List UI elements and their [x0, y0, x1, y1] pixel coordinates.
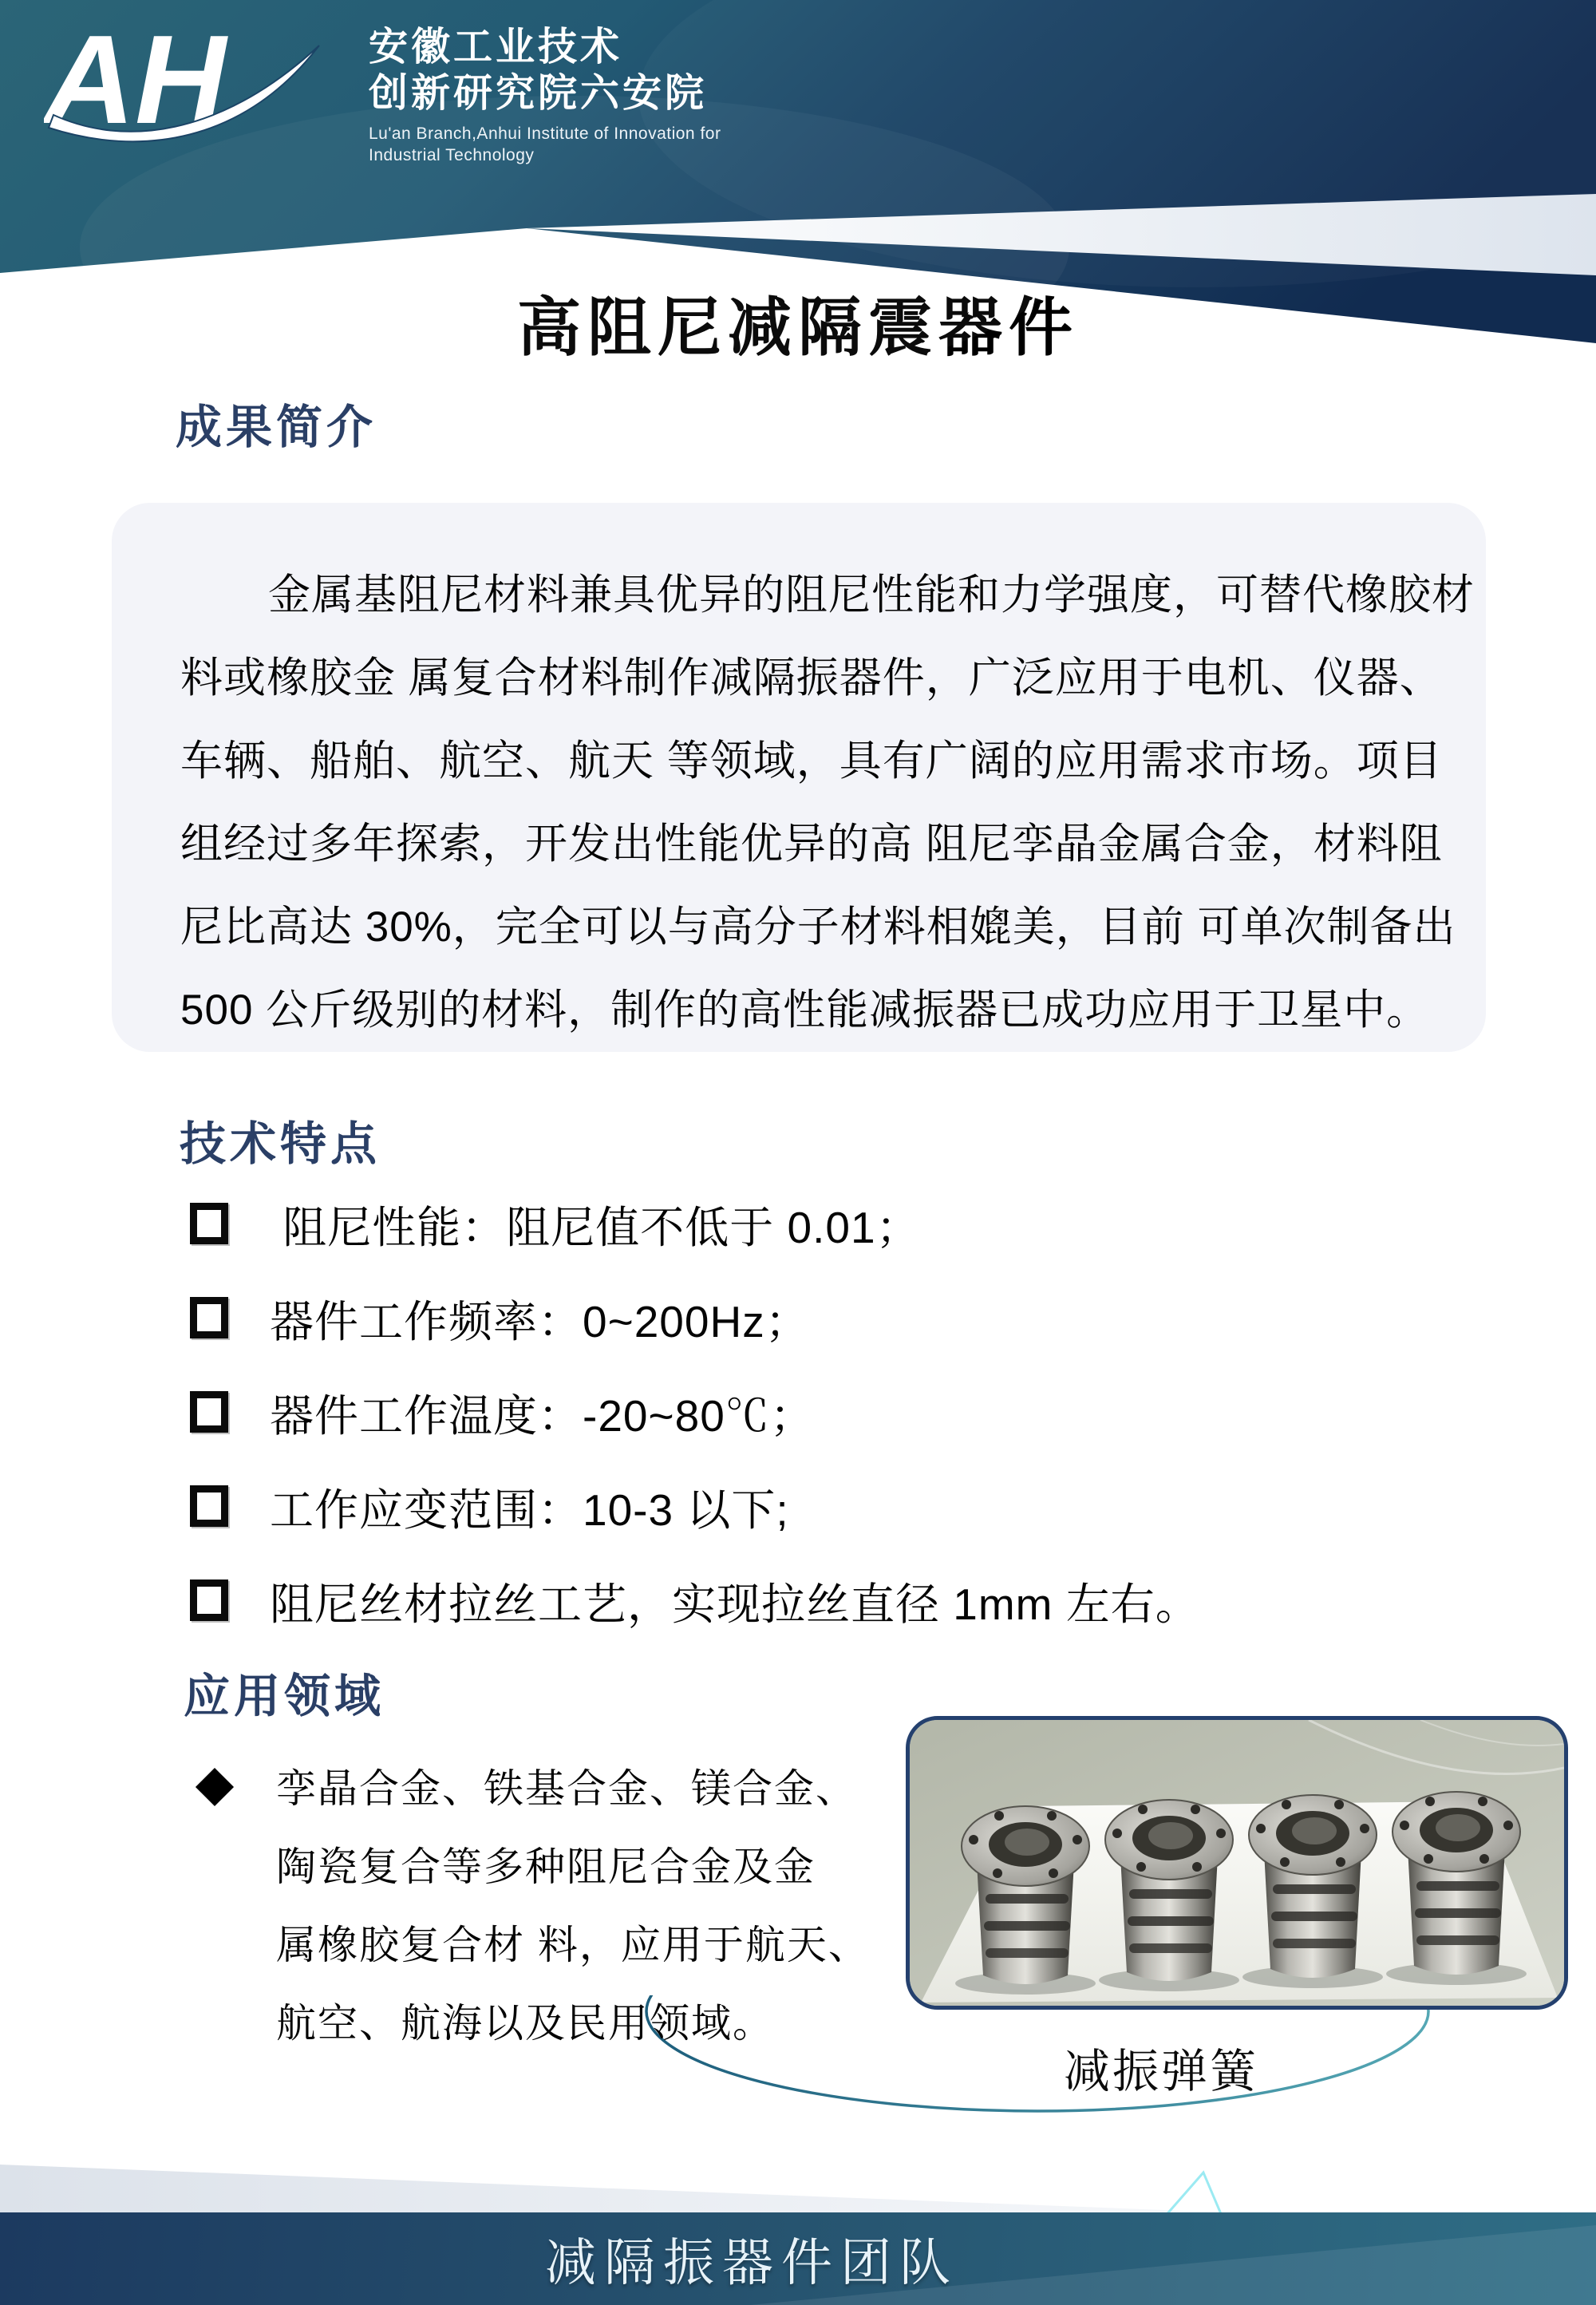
square-bullet-icon [190, 1203, 228, 1244]
feature-item [185, 1176, 1200, 1271]
applications-text [276, 1750, 870, 2062]
institute-name-en-line1: Lu'an Branch,Anhui Institute of Innovation for [369, 125, 721, 143]
intro-card [112, 503, 1486, 1052]
feature-item-label: 工作应变范围：10-3 以下; [270, 1485, 789, 1535]
footer-band [0, 2212, 1596, 2305]
feature-item-label: 器件工作温度：-20~80℃； [270, 1390, 815, 1441]
application-text-line: 航空、航海以及民用领域。 [276, 2001, 774, 2046]
photo-caption: 减振弹簧 [1063, 2046, 1258, 2097]
application-text-line: 属橡胶复合材 料，应用于航天、 [276, 1923, 870, 1967]
header-band [0, 0, 1596, 375]
features-heading: 技术特点 [180, 1118, 381, 1170]
feature-item [185, 1553, 1200, 1647]
institute-name-block [369, 24, 721, 166]
intro-line: 组经过多年探索，开发出性能优异的高 阻尼孪晶金属合金，材料阻 [180, 820, 1443, 868]
intro-heading: 成果简介 [176, 401, 377, 453]
intro-line: 尼比高达 30%，完全可以与高分子材料相媲美，目前 可单次制备出 [180, 903, 1456, 951]
pre-footer-wedge [0, 2165, 1596, 2213]
square-bullet-icon [190, 1579, 228, 1621]
feature-item-label: 器件工作频率：0~200Hz； [270, 1296, 810, 1346]
institute-name-cn-line1: 安徽工业技术 [369, 26, 623, 69]
features-list [185, 1176, 1200, 1647]
intro-line: 车辆、船舶、航空、航天 等领域，具有广阔的应用需求市场。项目 [180, 737, 1443, 785]
intro-paragraph [112, 503, 1486, 1052]
feature-item [185, 1365, 1200, 1459]
square-bullet-icon [190, 1485, 228, 1527]
intro-line: 500 公斤级别的材料，制作的高性能减振器已成功应用于卫星中。 [180, 986, 1430, 1034]
feature-item-label: 阻尼丝材拉丝工艺，实现拉丝直径 1mm 左右。 [270, 1579, 1200, 1629]
ah-logo [44, 18, 363, 153]
intro-line: 料或橡胶金 属复合材料制作减隔振器件，广泛应用于电机、仪器、 [180, 654, 1443, 702]
institute-name-en-line2: Industrial Technology [369, 146, 535, 164]
square-bullet-icon [190, 1297, 228, 1338]
footer-team-label: 减隔振器件团队 [545, 2234, 958, 2291]
application-text-line: 陶瓷复合等多种阻尼合金及金 [276, 1844, 816, 1889]
application-text-line: 孪晶合金、铁基合金、镁合金、 [276, 1766, 857, 1811]
institute-name-cn-line2: 创新研究院六安院 [369, 72, 708, 115]
feature-item-label: 阻尼性能：阻尼值不低于 0.01； [270, 1202, 921, 1252]
feature-item [185, 1271, 1200, 1365]
feature-item [185, 1459, 1200, 1553]
ah-logo-letters: AH [44, 18, 227, 150]
applications-heading: 应用领域 [184, 1670, 385, 1722]
intro-line: 金属基阻尼材料兼具优异的阻尼性能和力学强度，可替代橡胶材 [268, 571, 1475, 619]
product-photo [906, 1716, 1568, 2010]
square-bullet-icon [190, 1391, 228, 1433]
diamond-bullet-icon [196, 1768, 234, 1806]
page-title: 高阻尼减隔震器件 [517, 292, 1079, 363]
